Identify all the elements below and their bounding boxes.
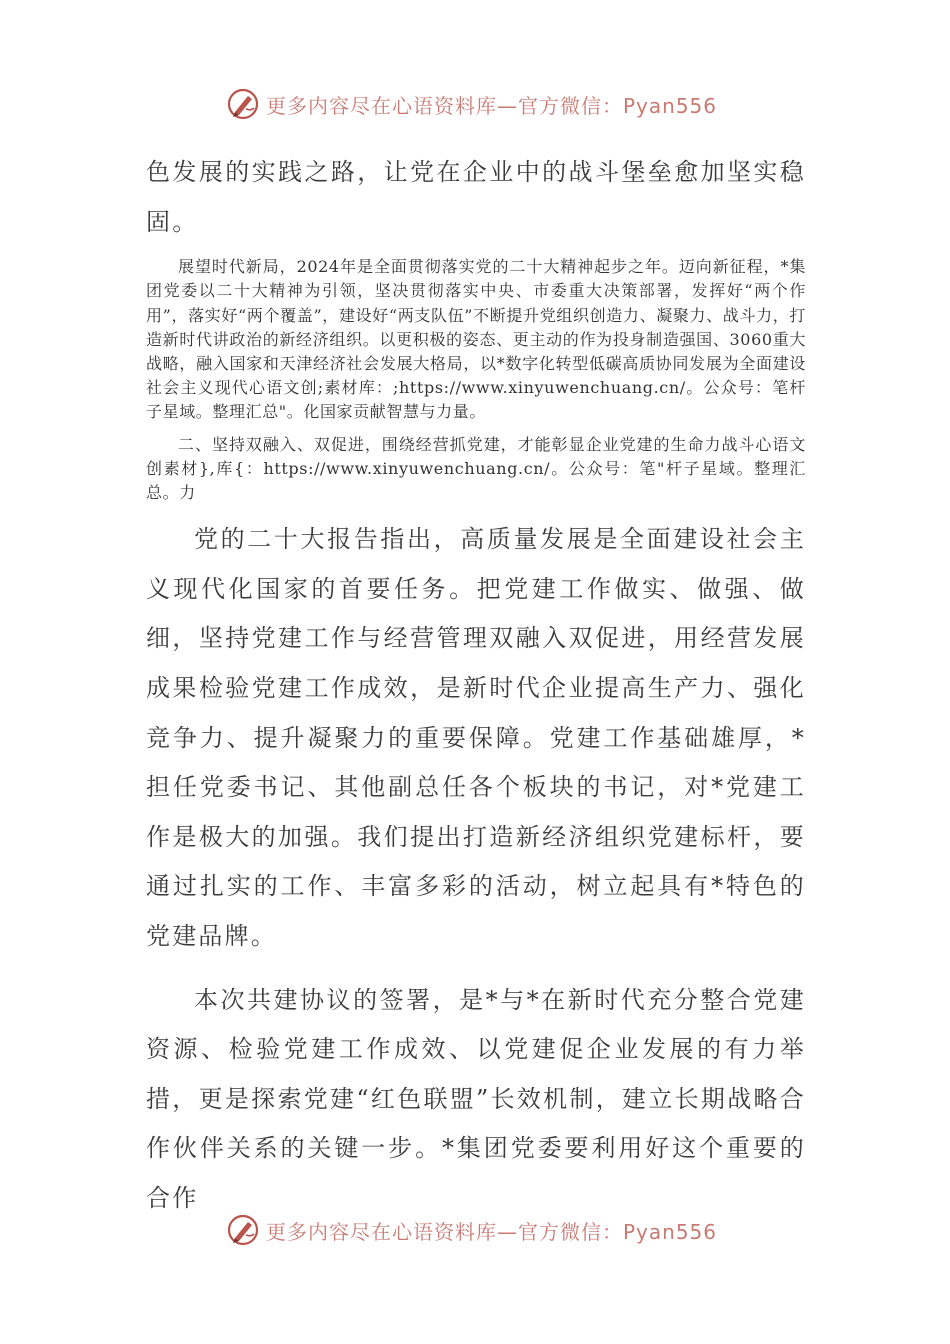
pen-logo-icon — [226, 87, 260, 121]
footer-watermark — [226, 1212, 717, 1248]
header-watermark-text: 更多内容尽在心语资料库—官方微信：Pyan556 — [266, 93, 718, 118]
document-body — [146, 148, 806, 1224]
paragraph-agreement: 本次共建协议的签署，是*与*在新时代充分整合党建资源、检验党建工作成效、以党建促企业发展的有力举措，更是探索党建“红色联盟”长效机制，建立长期战略合作伙伴关系的关键一步。*集团党委要利用好这个重要的合作 — [146, 985, 806, 1212]
section-heading-two: 二、坚持双融入、双促进，围绕经营抓党建，才能彰显企业党建的生命力战斗心语文创素材},库{：https://www.xinyuwenchuang.cn/。公众号：笔"杆子星域。整理汇总。力 — [146, 434, 806, 503]
paragraph-outlook: 展望时代新局，2024年是全面贯彻落实党的二十大精神起步之年。迈向新征程，*集团党委以二十大精神为引领，坚决贯彻落实中央、市委重大决策部署，发挥好“两个作用”，落实好“两个覆盖”，建设好“两支队伍”不断提升党组织创造力、凝聚力、战斗力，打造新时代讲政治的新经济组织。以更积极的姿态、更主动的作为投身制造强国、3060重大战略，融入国家和天津经济社会发展大格局，以*数字化转型低碳高质协同发展为全面建设社会主义现代心语文创;素材库：;https://www.xinyuwenchuang.cn/。公众号：笔杆子星域。整理汇总"。化国家贡献智慧与力量。 — [146, 257, 806, 422]
header-watermark — [226, 86, 717, 122]
footer-watermark-text: 更多内容尽在心语资料库—官方微信：Pyan556 — [266, 1219, 718, 1244]
pen-logo-icon — [226, 1213, 260, 1247]
paragraph-report: 党的二十大报告指出，高质量发展是全面建设社会主义现代化国家的首要任务。把党建工作做实、做强、做细，坚持党建工作与经营管理双融入双促进，用经营发展成果检验党建工作成效，是新时代企业提高生产力、强化竞争力、提升凝聚力的重要保障。党建工作基础雄厚，*担任党委书记、其他副总任各个板块的书记，对*党建工作是极大的加强。我们提出打造新经济组织党建标杆，要通过扎实的工作、丰富多彩的活动，树立起具有*特色的党建品牌。 — [146, 525, 806, 950]
paragraph-continuation: 色发展的实践之路，让党在企业中的战斗堡垒愈加坚实稳固。 — [146, 158, 806, 236]
